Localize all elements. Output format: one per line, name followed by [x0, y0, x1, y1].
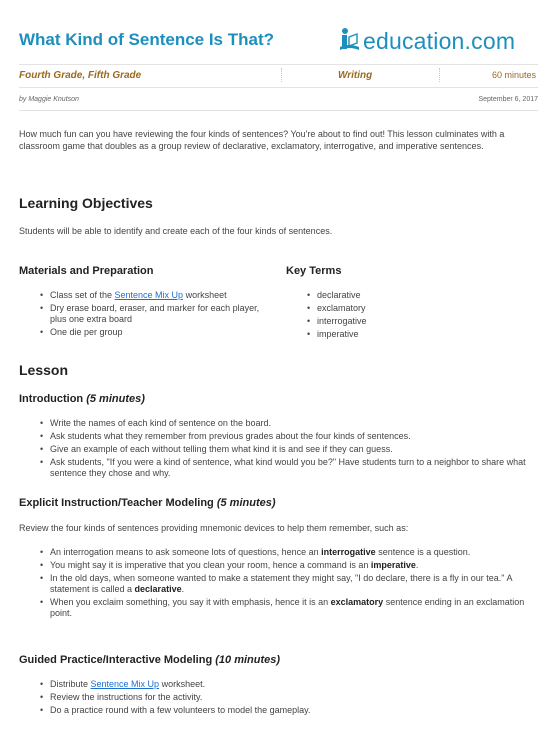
- list-item: • declarative: [305, 290, 505, 301]
- list-item: • Ask students what they remember from previous grades about the four kinds of sentences.: [38, 431, 538, 442]
- page-title: What Kind of Sentence Is That?: [19, 30, 275, 49]
- explicit-instruction-list: [38, 547, 538, 621]
- objectives-text: Students will be able to identify and create each of the four kinds of sentences.: [19, 226, 333, 236]
- introduction-list: [38, 418, 538, 481]
- list-item: • Give an example of each without telling them what kind it is and see if they can guess.: [38, 444, 538, 455]
- intro-paragraph: How much fun can you have reviewing the four kinds of sentences? You're about to find out! This lesson culminates with a classroom game that doubles as a group review of declarative, exclamatory, interrogative, and imperative sentences.: [19, 129, 505, 151]
- objectives-heading: Learning Objectives: [19, 195, 153, 211]
- introduction-heading: Introduction (5 minutes): [19, 393, 145, 405]
- publish-date: September 6, 2017: [478, 96, 538, 103]
- divider: [19, 110, 538, 111]
- list-item: • In the old days, when someone wanted to make a statement they might say, "I do declare, there is a fly in our tea." A statement is called a declarative.: [38, 573, 538, 595]
- list-item: • Distribute Sentence Mix Up worksheet.: [38, 679, 538, 690]
- list-item: • Dry erase board, eraser, and marker for each player, plus one extra board: [38, 303, 263, 325]
- key-terms-heading: Key Terms: [286, 265, 342, 277]
- author-byline: by Maggie Knutson: [19, 96, 79, 103]
- lesson-meta-bar: [19, 64, 538, 88]
- education-com-logo[interactable]: [337, 27, 515, 53]
- book-reader-icon: [337, 27, 361, 53]
- lesson-heading: Lesson: [19, 362, 69, 378]
- list-item: • Ask students, "If you were a kind of sentence, what kind would you be?" Have students turn to a neighbor to share what sentence they chose and why.: [38, 457, 538, 479]
- list-item: • exclamatory: [305, 303, 505, 314]
- guided-practice-list: [38, 679, 538, 718]
- list-item: • When you exclaim something, you say it with emphasis, hence it is an exclamatory sentence ending in an exclamation point.: [38, 597, 538, 619]
- subject: Writing: [338, 70, 373, 81]
- list-item: • Review the instructions for the activity.: [38, 692, 538, 703]
- list-item: • imperative: [305, 329, 505, 340]
- sentence-mix-up-link[interactable]: Sentence Mix Up: [114, 290, 184, 300]
- list-item: • You might say it is imperative that you clean your room, hence a command is an imperative.: [38, 560, 538, 571]
- sentence-mix-up-link[interactable]: Sentence Mix Up: [90, 679, 160, 689]
- meta-divider: [439, 68, 440, 82]
- meta-divider: [281, 68, 282, 82]
- materials-list: [38, 290, 263, 340]
- list-item: • interrogative: [305, 316, 505, 327]
- list-item: • Class set of the Sentence Mix Up worksheet: [38, 290, 263, 301]
- key-terms-list: [305, 290, 505, 342]
- list-item: • An interrogation means to ask someone lots of questions, hence an interrogative sentence is a question.: [38, 547, 538, 558]
- explicit-instruction-heading: Explicit Instruction/Teacher Modeling (5 minutes): [19, 497, 276, 509]
- materials-heading: Materials and Preparation: [19, 265, 154, 277]
- duration: 60 minutes: [491, 70, 536, 80]
- explicit-instruction-text: Review the four kinds of sentences providing mnemonic devices to help them remember, such as:: [19, 523, 409, 533]
- list-item: • Do a practice round with a few volunteers to model the gameplay.: [38, 705, 538, 716]
- list-item: • One die per group: [38, 327, 263, 338]
- guided-practice-heading: Guided Practice/Interactive Modeling (10 minutes): [19, 654, 281, 666]
- list-item: • Write the names of each kind of sentence on the board.: [38, 418, 538, 429]
- grade-level: Fourth Grade, Fifth Grade: [19, 70, 142, 81]
- logo-text: education.com: [363, 28, 516, 54]
